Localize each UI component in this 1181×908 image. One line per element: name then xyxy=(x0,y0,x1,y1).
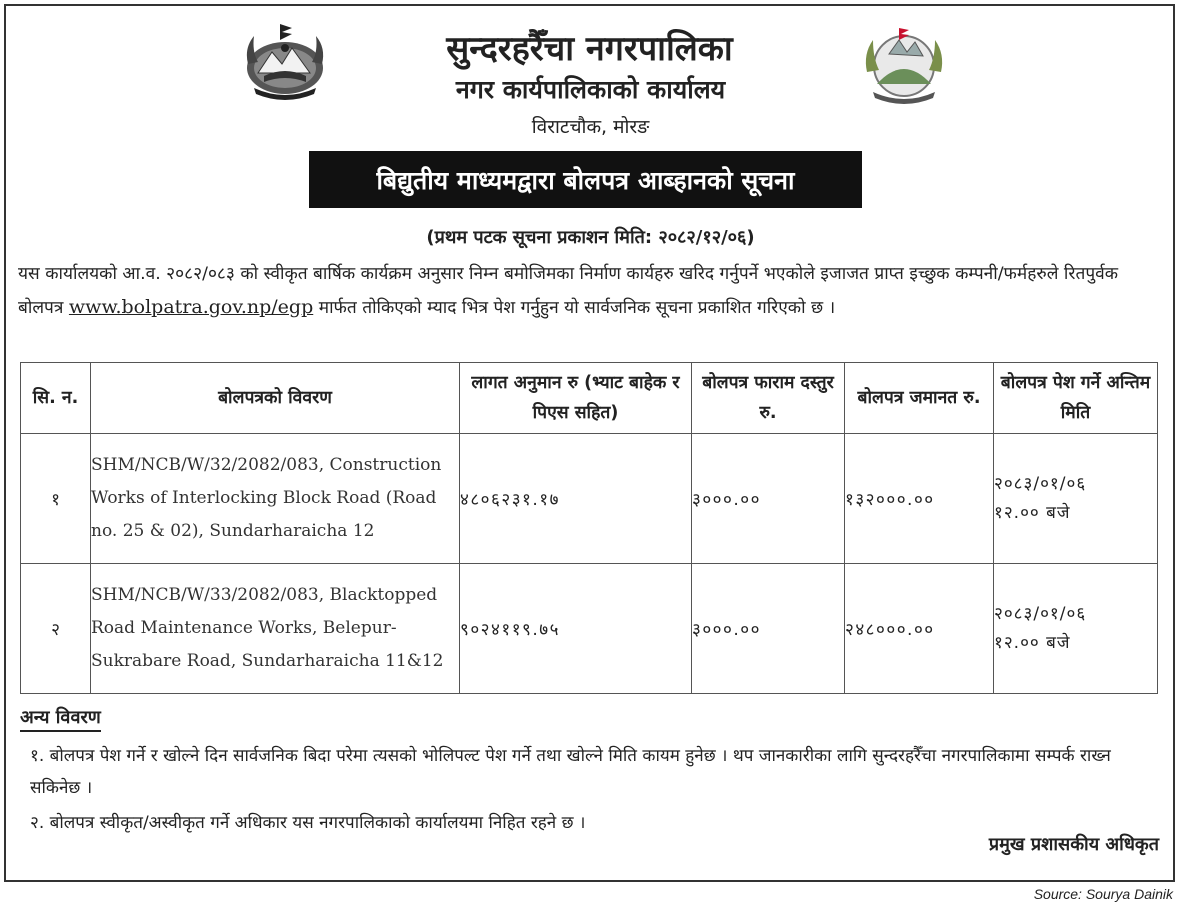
header-estimate: लागत अनुमान रु (भ्याट बाहेक र पिएस सहित) xyxy=(460,363,692,434)
table-header-row xyxy=(21,363,1158,434)
intro-text-end: मार्फत तोकिएको म्याद भित्र पेश गर्नुहुन यो सार्वजनिक सूचना प्रकाशित गरिएको छ । xyxy=(318,298,836,318)
intro-text: यस कार्यालयको आ.व. २०८२/०८३ को स्वीकृत बार्षिक कार्यक्रम अनुसार निम्न बमोजिमका निर्माण कार्यहरु खरिद गर्नुपर्ने भएकोले इजाजत प्राप्त इच्छुक कम्पनी/फर्महरुले रितपुर्वक बोलपत्र xyxy=(18,264,1119,318)
notice-title-banner: बिद्युतीय माध्यमद्वारा बोलपत्र आब्हानको सूचना xyxy=(309,151,862,208)
cell-bid-security: २४८०००.०० xyxy=(845,564,994,694)
office-location: विराटचौक, मोरङ xyxy=(531,116,650,138)
header-description: बोलपत्रको विवरण xyxy=(91,363,460,434)
cell-sn: १ xyxy=(21,434,91,564)
cell-description: SHM/NCB/W/33/2082/083, Blacktopped Road Maintenance Works, Belepur-Sukrabare Road, Sundarharaicha 11&12 xyxy=(91,564,460,694)
cell-deadline xyxy=(994,434,1158,564)
municipality-name: सुन्दरहरैँचा नगरपालिका xyxy=(446,29,733,69)
cell-deadline xyxy=(994,564,1158,694)
source-credit: Source: Sourya Dainik xyxy=(1033,886,1173,902)
deadline-time: १२.०० बजे xyxy=(994,632,1071,653)
office-name: नगर कार्यपालिकाको कार्यालय xyxy=(455,75,726,104)
cell-bid-security: १३२०००.०० xyxy=(845,434,994,564)
header-form-fee: बोलपत्र फाराम दस्तुर रु. xyxy=(692,363,845,434)
cell-estimate: ४८०६२३१.१७ xyxy=(460,434,692,564)
tender-table xyxy=(20,362,1158,694)
note-item: १. बोलपत्र पेश गर्ने र खोल्ने दिन सार्वजनिक बिदा परेमा त्यसको भोलिपल्ट पेश गर्ने तथा खोल्ने मिति कायम हुनेछ । थप जानकारीका लागि सुन्दरहरैँचा नगरपालिकामा सम्पर्क राख्न सकिनेछ । xyxy=(30,746,1111,798)
other-details-heading: अन्य विवरण xyxy=(20,705,101,732)
first-publish-date: (प्रथम पटक सूचना प्रकाशन मिति: २०८२/१२/०६) xyxy=(426,227,755,248)
table-row xyxy=(21,434,1158,564)
cell-form-fee: ३०००.०० xyxy=(692,564,845,694)
deadline-date: २०८३/०१/०६ xyxy=(994,603,1087,624)
header-sn: सि. न. xyxy=(21,363,91,434)
cell-estimate: ९०२४११९.७५ xyxy=(460,564,692,694)
deadline-date: २०८३/०१/०६ xyxy=(994,473,1087,494)
intro-paragraph xyxy=(18,258,1168,325)
cell-form-fee: ३०००.०० xyxy=(692,434,845,564)
header-deadline: बोलपत्र पेश गर्ने अन्तिम मिति xyxy=(994,363,1158,434)
header-bid-security: बोलपत्र जमानत रु. xyxy=(845,363,994,434)
table-row xyxy=(21,564,1158,694)
deadline-time: १२.०० बजे xyxy=(994,502,1071,523)
other-details-notes xyxy=(30,740,1165,839)
signatory-title: प्रमुख प्रशासकीय अधिकृत xyxy=(988,834,1159,855)
bolpatra-link[interactable]: www.bolpatra.gov.np/egp xyxy=(68,296,314,318)
cell-description: SHM/NCB/W/32/2082/083, Construction Works of Interlocking Block Road (Road no. 25 & 02), Sundarharaicha 12 xyxy=(91,434,460,564)
note-item: २. बोलपत्र स्वीकृत/अस्वीकृत गर्ने अधिकार यस नगरपालिकाको कार्यालयमा निहित रहने छ । xyxy=(30,813,586,833)
cell-sn: २ xyxy=(21,564,91,694)
